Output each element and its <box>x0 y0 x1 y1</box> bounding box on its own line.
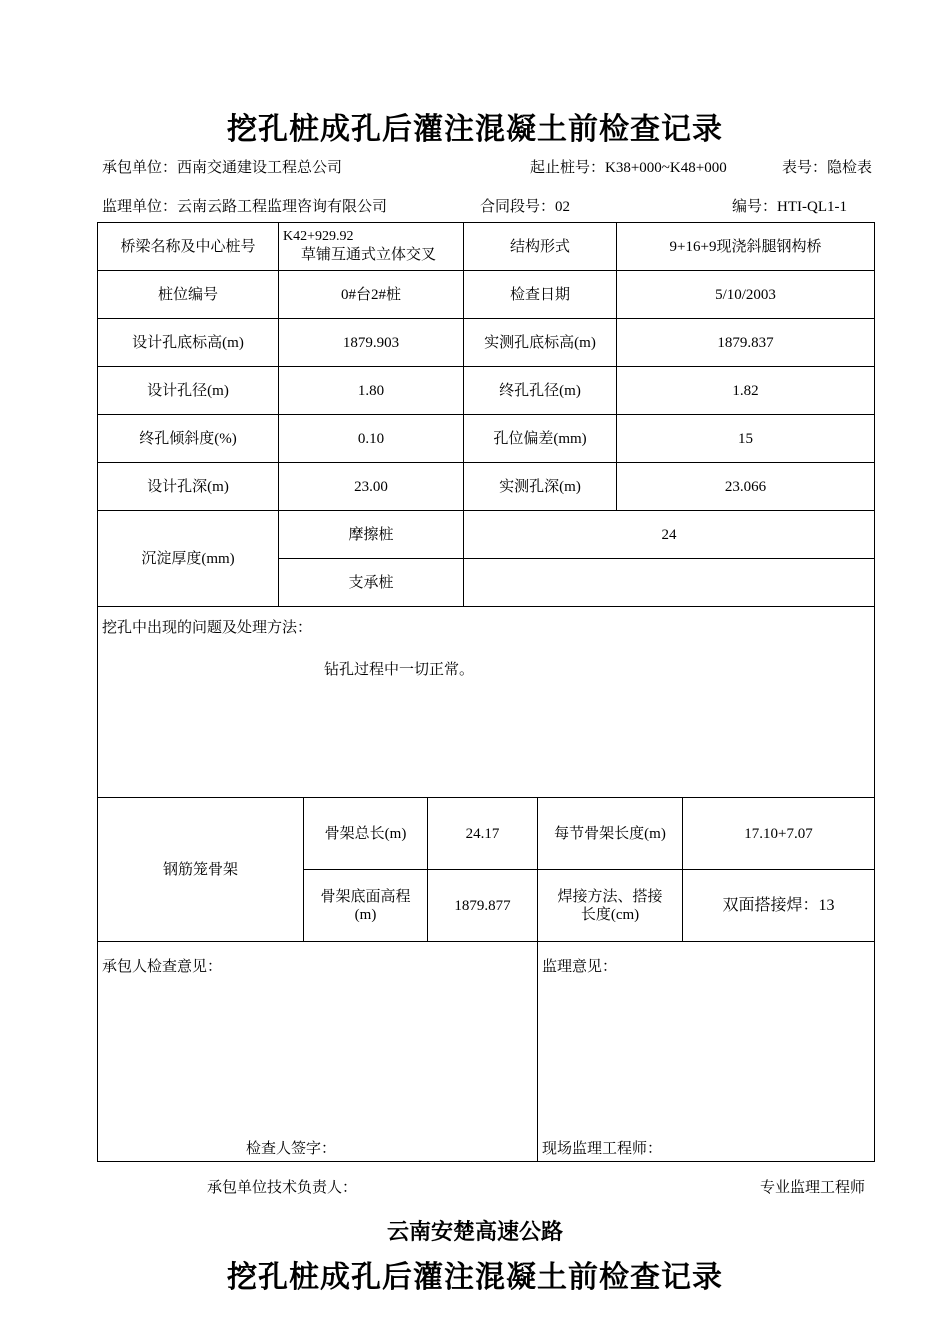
measured-bottom-value: 1879.837 <box>616 318 875 367</box>
bridge-stake: K42+929.92 <box>283 229 354 245</box>
check-date-label: 检查日期 <box>463 270 617 319</box>
cage-label: 钢筋笼骨架 <box>97 797 304 942</box>
contractor-opinion-label: 承包人检查意见： <box>102 959 223 975</box>
form-number: 表号：隐检表 <box>782 160 873 176</box>
project-name: 云南安楚高速公路 <box>386 1220 563 1245</box>
supervisor-opinion-label: 监理意见： <box>542 959 618 975</box>
repeat-page-title: 挖孔桩成孔后灌注混凝土前检查记录 <box>227 1260 723 1295</box>
supervisor-opinion-block <box>537 941 875 1162</box>
contractor-unit: 承包单位：西南交通建设工程总公司 <box>102 160 343 176</box>
contract-section: 合同段号：02 <box>480 199 571 215</box>
weld-label: 焊接方法、搭接 长度(cm) <box>537 869 683 942</box>
cage-length-value: 24.17 <box>427 797 538 870</box>
friction-value: 24 <box>463 510 875 559</box>
pile-no-label: 桩位编号 <box>97 270 279 319</box>
problems-text: 钻孔过程中一切正常。 <box>324 662 475 678</box>
final-dia-value: 1.82 <box>616 366 875 415</box>
contractor-opinion-block <box>97 941 538 1162</box>
design-depth-value: 23.00 <box>278 462 464 511</box>
bridge-label: 桥梁名称及中心桩号 <box>97 222 279 271</box>
bridge-name: 草铺互通式立体交叉 <box>301 246 437 263</box>
offset-value: 15 <box>616 414 875 463</box>
pile-no-value: 0#台2#桩 <box>278 270 464 319</box>
tech-lead-label: 承包单位技术负责人： <box>207 1180 358 1196</box>
measured-depth-label: 实测孔深(m) <box>463 462 617 511</box>
incline-value: 0.10 <box>278 414 464 463</box>
problems-label: 挖孔中出现的问题及处理方法： <box>102 620 313 636</box>
design-dia-value: 1.80 <box>278 366 464 415</box>
sediment-label: 沉淀厚度(mm) <box>97 510 279 607</box>
measured-depth-value: 23.066 <box>616 462 875 511</box>
specialist-engineer-label: 专业监理工程师 <box>760 1180 866 1196</box>
design-depth-label: 设计孔深(m) <box>97 462 279 511</box>
check-date-value: 5/10/2003 <box>616 270 875 319</box>
cage-bottom-value: 1879.877 <box>427 869 538 942</box>
design-dia-label: 设计孔径(m) <box>97 366 279 415</box>
bearing-label: 支承桩 <box>278 558 464 607</box>
structure-label: 结构形式 <box>463 222 617 271</box>
bearing-value <box>463 558 875 607</box>
measured-bottom-label: 实测孔底标高(m) <box>463 318 617 367</box>
structure-value: 9+16+9现浇斜腿钢构桥 <box>616 222 875 271</box>
cage-length-label: 骨架总长(m) <box>303 797 428 870</box>
cage-bottom-label: 骨架底面高程 (m) <box>303 869 428 942</box>
friction-label: 摩擦桩 <box>278 510 464 559</box>
serial-number: 编号：HTI-QL1-1 <box>732 199 847 215</box>
supervisor-unit: 监理单位：云南云路工程监理咨询有限公司 <box>102 199 388 215</box>
design-bottom-value: 1879.903 <box>278 318 464 367</box>
stake-range: 起止桩号：K38+000~K48+000 <box>530 160 727 176</box>
section-length-label: 每节骨架长度(m) <box>537 797 683 870</box>
site-engineer-label: 现场监理工程师： <box>542 1141 663 1157</box>
section-length-value: 17.10+7.07 <box>682 797 875 870</box>
bridge-value <box>278 222 464 271</box>
page-title: 挖孔桩成孔后灌注混凝土前检查记录 <box>227 112 723 147</box>
weld-value: 双面搭接焊：13 <box>682 869 875 942</box>
incline-label: 终孔倾斜度(%) <box>97 414 279 463</box>
inspector-sign-label: 检查人签字： <box>246 1141 337 1157</box>
design-bottom-label: 设计孔底标高(m) <box>97 318 279 367</box>
final-dia-label: 终孔孔径(m) <box>463 366 617 415</box>
offset-label: 孔位偏差(mm) <box>463 414 617 463</box>
problems-block <box>97 606 875 798</box>
